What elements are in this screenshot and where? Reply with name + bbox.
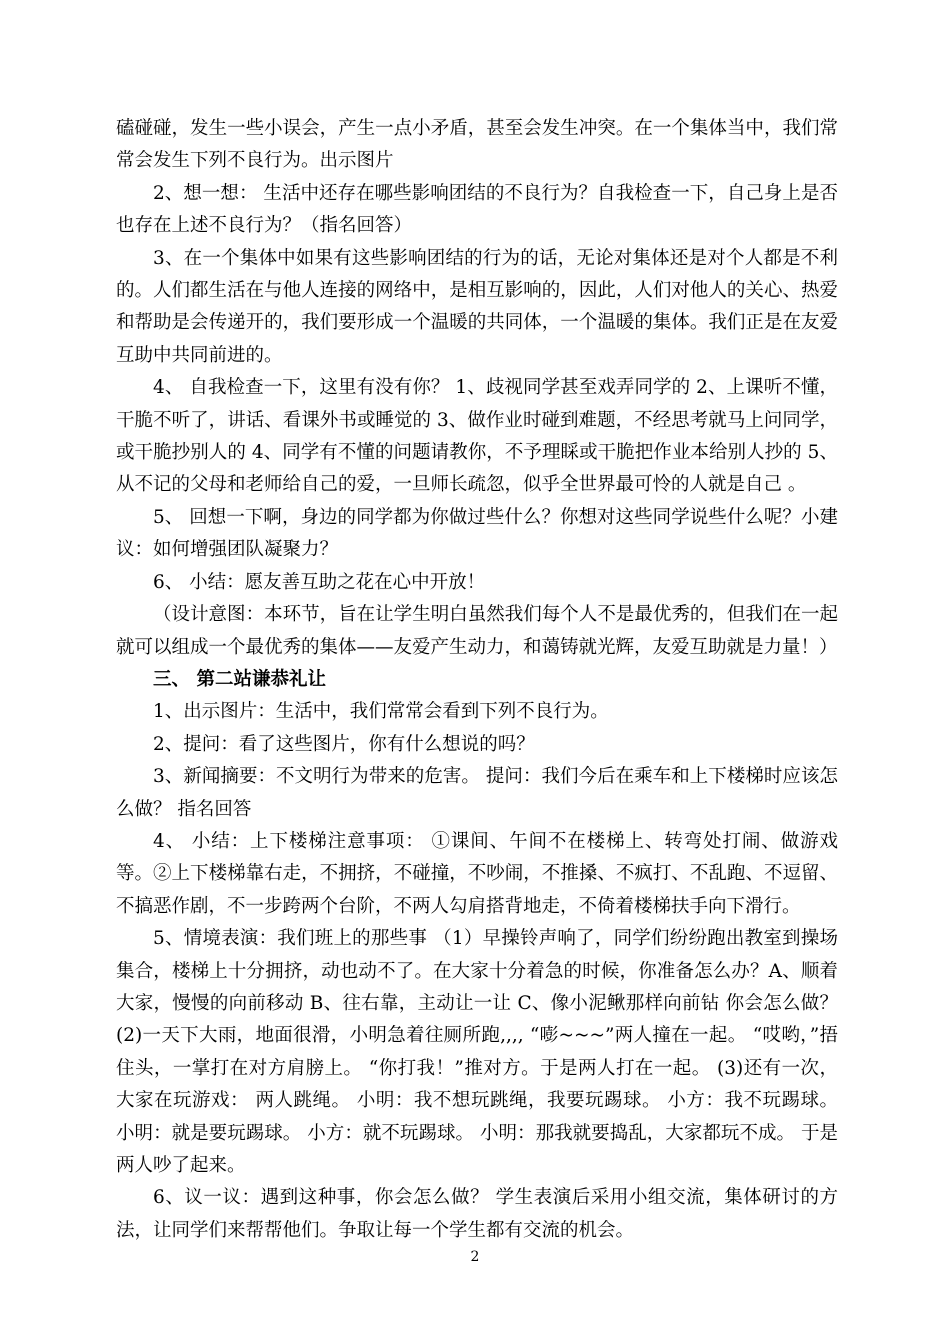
paragraph-show-pictures: 1、出示图片：生活中，我们常常会看到下列不良行为。 — [153, 701, 609, 723]
paragraph-discuss: 6、议一议：遇到这种事，你会怎么做？ 学生表演后采用小组交流，集体研讨的方法，让同学们来帮帮他们。争取让每一个学生都有交流的机会。 — [116, 1187, 838, 1241]
paragraph-design-intent: （设计意图：本环节，旨在让学生明白虽然我们每个人不是最优秀的，但我们在一起就可以组成一个最优秀的集体——友爱产生动力，和蔼铸就光辉，友爱互助就是力量！） — [116, 604, 838, 658]
paragraph-think: 2、想一想： 生活中还存在哪些影响团结的不良行为？自我检查一下，自己身上是否也存在上述不良行为？（指名回答） — [116, 182, 838, 237]
document-body — [116, 113, 838, 1247]
section-heading: 三、 第二站谦恭礼让 — [153, 668, 326, 690]
paragraph-self-check: 4、 自我检查一下，这里有没有你？ 1、歧视同学甚至戏弄同学的 2、上课听不懂，干脆不听了，讲话、看课外书或睡觉的 3、做作业时碰到难题，不经思考就马上问同学，或干脆抄别人的 4、同学有不懂的问题请教你，不予理睬或干脆把作业本给别人抄的 5、从不记的父母和老师给自己的爱，一旦师长疏忽，似乎全世界最可怜的人就是自己 。 — [116, 377, 838, 496]
paragraph-collective: 3、在一个集体中如果有这些影响团结的行为的话，无论对集体还是对个人都是不利的。人们都生活在与他人连接的网络中，是相互影响的，因此，人们对他人的关心、热爱和帮助是会传递开的，我们要形成一个温暖的共同体，一个温暖的集体。我们正是在友爱互助中共同前进的。 — [116, 247, 838, 366]
paragraph-role-play: 5、情境表演：我们班上的那些事 （1）早操铃声响了，同学们纷纷跑出教室到操场集合，楼梯上十分拥挤，动也动不了。在大家十分着急的时候，你准备怎么办？A、顺着大家，慢慢的向前移动 B、往右靠，主动让一让 C、像小泥鳅那样向前钻 你会怎么做？ (2)一天下大雨，地面很滑，小明急着往厕所跑,,,, “嘭~~~”两人撞在一起。 “哎哟，”捂住头，一掌打在对方肩膀上。 “你打我！”推对方。于是两人打在一起。 (3)还有一次，大家在玩游戏： 两人跳绳。 小明：我不想玩跳绳，我要玩踢球。 小方：我不玩踢球。 小明：就是要玩踢球。 小方：就不玩踢球。 小明：那我就要捣乱，大家都玩不成。 于是两人吵了起来。 — [116, 928, 838, 1176]
paragraph-question: 2、提问：看了这些图片，你有什么想说的吗？ — [153, 733, 535, 755]
page-number: 2 — [470, 1249, 480, 1265]
paragraph-recall: 5、 回想一下啊，身边的同学都为你做过些什么？你想对这些同学说些什么呢？小建议：如何增强团队凝聚力？ — [116, 506, 838, 561]
paragraph-continued: 磕碰碰，发生一些小误会，产生一点小矛盾，甚至会发生冲突。在一个集体当中，我们常常会发生下列不良行为。出示图片 — [116, 118, 838, 172]
paragraph-stairs-rules: 4、 小结：上下楼梯注意事项： ①课间、午间不在楼梯上、转弯处打闹、做游戏等。②上下楼梯靠右走，不拥挤，不碰撞，不吵闹，不推搡、不疯打、不乱跑、不逗留、不搞恶作剧，不一步跨两个台阶，不两人勾肩搭背地走，不倚着楼梯扶手向下滑行。 — [116, 830, 838, 917]
paragraph-news: 3、新闻摘要：不文明行为带来的危害。 提问：我们今后在乘车和上下楼梯时应该怎么做？ 指名回答 — [116, 766, 838, 820]
paragraph-summary: 6、 小结：愿友善互助之花在心中开放！ — [153, 571, 486, 593]
